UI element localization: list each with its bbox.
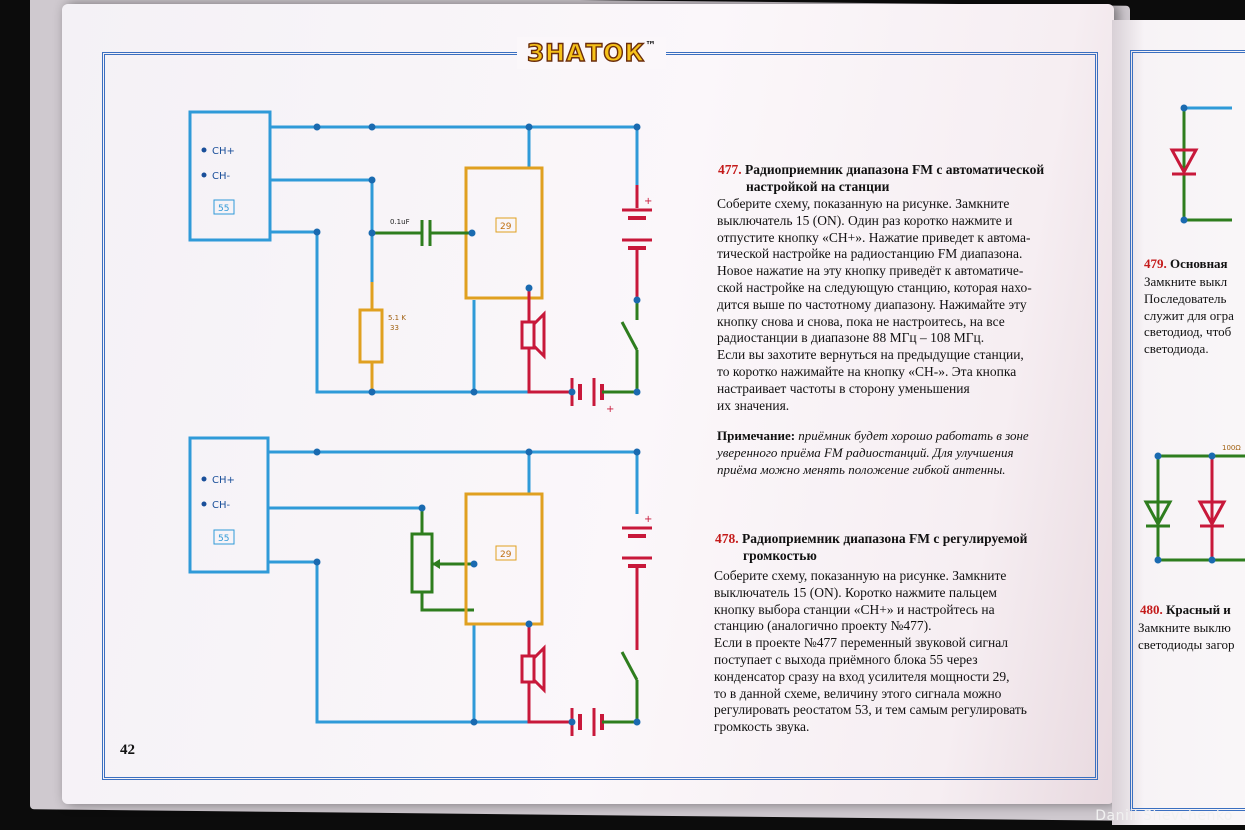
led-circuit-480 — [1140, 430, 1245, 580]
right-page — [1112, 20, 1245, 825]
project-477-title-line2: настройкой на станции — [746, 179, 890, 194]
project-480-title-text: Красный и — [1166, 602, 1231, 617]
body-line: громкость звука. — [714, 719, 810, 735]
receiver-id-label: 55 — [218, 534, 230, 544]
body-line: Новое нажатие на эту кнопку приведёт к автоматиче- — [717, 263, 1024, 279]
resistor-id-label: 33 — [390, 324, 399, 332]
project-480-number: 480. — [1140, 602, 1163, 617]
body-line: светодиод, чтоб — [1144, 324, 1232, 340]
note-line1: приёмник будет хорошо работать в зоне — [798, 428, 1029, 443]
project-480-title — [1140, 602, 1231, 618]
body-line: регулировать реостатом 53, и тем самым регулировать — [714, 702, 1027, 718]
body-line: дится выше по частотному диапазону. Нажимайте эту — [717, 296, 1027, 312]
page-number: 42 — [120, 742, 135, 758]
project-479-body — [1144, 274, 1234, 358]
body-line: то в данной схеме, величину этого сигнала можно — [714, 685, 1002, 701]
amplifier-module-29 — [466, 168, 542, 298]
receiver-id-label: 55 — [218, 204, 230, 214]
project-477-note — [717, 428, 1097, 478]
body-line: отпустите кнопку «CH+». Нажатие приведет к автома- — [717, 229, 1031, 245]
body-line: светодиоды загор — [1138, 636, 1235, 652]
body-line: тической настройке на радиостанцию FM диапазона. — [717, 246, 1023, 262]
ch-plus-label: CH+ — [212, 146, 235, 157]
project-480-body — [1138, 620, 1234, 654]
left-page — [62, 4, 1114, 804]
body-line: Если в проекте №477 переменный звуковой сигнал — [714, 635, 1009, 651]
project-477-title — [718, 161, 1098, 195]
body-line: служит для огра — [1144, 307, 1234, 323]
project-478-number: 478. — [715, 531, 739, 546]
ch-minus-label: CH- — [212, 171, 231, 182]
project-478-title-line2: громкостью — [743, 548, 817, 563]
ch-minus-label: CH- — [212, 500, 231, 511]
body-line: Замкните выкл — [1144, 274, 1228, 289]
body-line: кнопку выбора станции «CH+» и настройтесь на — [714, 601, 995, 617]
body-line: кнопку снова и снова, пока не настроитесь, на все — [717, 313, 1005, 329]
note-label: Примечание: — [717, 428, 796, 443]
project-479-number: 479. — [1144, 256, 1167, 271]
logo-text: ЗНАТОК — [527, 39, 646, 67]
body-line: Замкните выклю — [1138, 620, 1231, 635]
body-line: то коротко нажимайте на кнопку «CH-». Эта кнопка — [717, 363, 1017, 379]
project-478-body — [714, 568, 1094, 736]
photo-credit: Daniil Shevchenko — [1095, 808, 1233, 824]
brand-logo — [517, 37, 666, 69]
circuit-diagram-478 — [182, 424, 652, 744]
project-479-title — [1144, 256, 1228, 272]
project-478-title — [715, 530, 1095, 564]
speaker — [522, 322, 534, 348]
body-line: ской настройке на следующую станцию, которая нахо- — [717, 279, 1032, 295]
project-479-title-text: Основная — [1170, 256, 1228, 271]
body-line: светодиода. — [1144, 341, 1209, 357]
ch-plus-label: CH+ — [212, 475, 235, 486]
svg-text:+: + — [644, 196, 652, 207]
note-line3: приёма можно менять положение гибкой антенны. — [717, 461, 1006, 477]
body-line: радиостанции в диапазоне 88 МГц – 108 МГц. — [717, 330, 985, 346]
project-478-title-line1: Радиоприемник диапазона FM с регулируемой — [742, 531, 1028, 546]
capacitor-value-label: 0.1uF — [390, 218, 410, 226]
body-line: конденсатор сразу на вход усилителя мощности 29, — [714, 668, 1010, 684]
body-line: поступает с выхода приёмного блока 55 через — [714, 651, 978, 667]
project-477-body — [717, 196, 1092, 414]
amp-id-label: 29 — [500, 550, 512, 560]
body-line: Если вы захотите вернуться на предыдущие станции, — [717, 347, 1024, 363]
svg-text:+: + — [644, 514, 652, 525]
body-line: Последователь — [1144, 290, 1227, 306]
resistor-value-label: 5.1 K — [388, 314, 406, 322]
note-line2: уверенного приёма FM радиостанций. Для улучшения — [717, 444, 1014, 460]
rheostat-53 — [412, 534, 432, 592]
body-line: выключатель 15 (ON). Один раз коротко нажмите и — [717, 212, 1013, 228]
body-line: выключатель 15 (ON). Коротко нажмите пальцем — [714, 584, 997, 600]
led-circuit-479 — [1162, 100, 1242, 230]
body-line: их значения. — [717, 397, 790, 413]
body-line: Соберите схему, показанную на рисунке. Замкните — [714, 568, 1007, 583]
body-line: Соберите схему, показанную на рисунке. Замкните — [717, 196, 1010, 211]
body-line: станцию (аналогично проекту №477). — [714, 618, 932, 634]
body-line: настраивает частоты в сторону уменьшения — [717, 380, 970, 396]
resistor-5k1 — [360, 310, 382, 362]
speaker — [522, 656, 534, 682]
resistor-value-label: 100Ω — [1222, 444, 1241, 452]
project-477-number: 477. — [718, 162, 742, 177]
project-477-title-line1: Радиоприемник диапазона FM с автоматической — [745, 162, 1045, 177]
amp-id-label: 29 — [500, 222, 512, 232]
logo-trademark: ™ — [645, 39, 657, 52]
circuit-diagram-477 — [182, 100, 652, 420]
svg-text:+: + — [606, 404, 615, 415]
